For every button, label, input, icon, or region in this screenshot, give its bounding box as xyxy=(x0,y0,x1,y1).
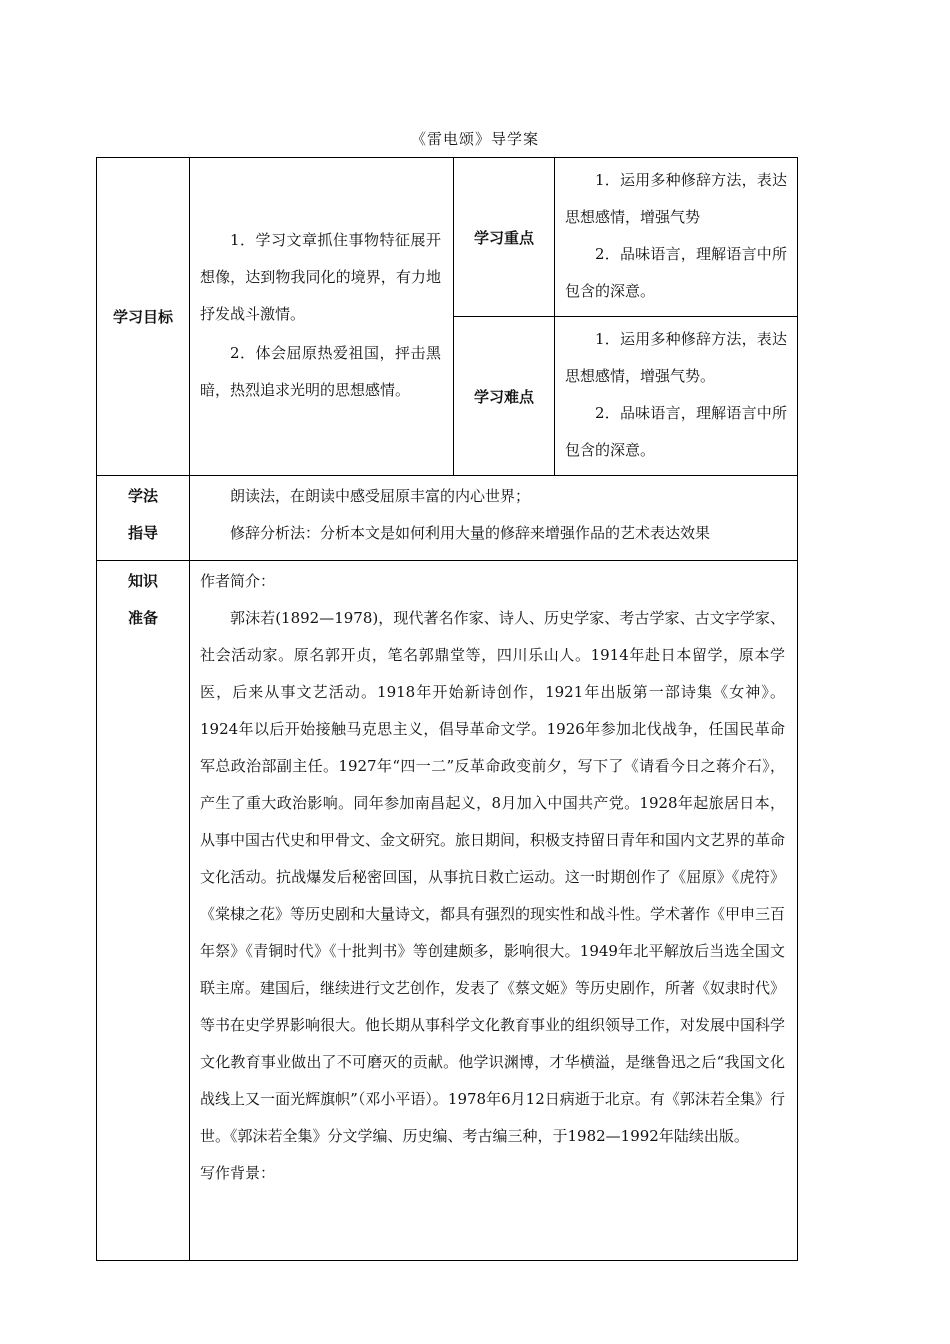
author-heading: 作者简介： xyxy=(200,572,276,590)
goal-item: 1．学习文章抓住事物特征展开想像，达到物我同化的境界，有力地抒发战斗激情。 xyxy=(200,231,441,323)
key-point-item: 2．品味语言，理解语言中所包含的深意。 xyxy=(565,245,787,300)
study-guide-table xyxy=(96,157,798,1261)
method-header xyxy=(97,476,190,561)
difficult-point-item: 1．运用多种修辞方法，表达思想感情，增强气势。 xyxy=(565,330,787,385)
difficult-points-header: 学习难点 xyxy=(454,317,555,476)
objectives-row xyxy=(97,158,798,317)
difficult-points-cell xyxy=(555,317,798,476)
method-line: 修辞分析法：分析本文是如何利用大量的修辞来增强作品的艺术表达效果 xyxy=(230,524,711,542)
key-points-header: 学习重点 xyxy=(454,158,555,317)
knowledge-row xyxy=(97,561,798,1261)
knowledge-header xyxy=(97,561,190,1261)
method-header-line: 学法 xyxy=(127,487,158,505)
goals-cell xyxy=(190,158,454,476)
knowledge-cell xyxy=(190,561,798,1261)
goal-item: 2．体会屈原热爱祖国，抨击黑暗，热烈追求光明的思想感情。 xyxy=(200,344,441,399)
author-bio: 郭沫若(1892—1978)，现代著名作家、诗人、历史学家、考古学家、古文字学家、社会活动家。原名郭开贞，笔名郭鼎堂等，四川乐山人。1914年赴日本留学，原本学医，后来从事文艺活动。1918年开始新诗创作，1921年出版第一部诗集《女神》。1924年以后开始接触马克思主义，倡导革命文学。1926年参加北伐战争，任国民革命军总政治部副主任。1927年“四一二”反革命政变前夕，写下了《请看今日之蒋介石》，产生了重大政治影响。同年参加南昌起义，8月加入中国共产党。1928年起旅居日本，从事中国古代史和甲骨文、金文研究。旅日期间，积极支持留日青年和国内文艺界的革命文化活动。抗战爆发后秘密回国，从事抗日救亡运动。这一时期创作了《屈原》《虎符》《棠棣之花》等历史剧和大量诗文，都具有强烈的现实性和战斗性。学术著作《甲申三百年祭》《青铜时代》《十批判书》等创建颇多，影响很大。1949年北平解放后当选全国文联主席。建国后，继续进行文艺创作，发表了《蔡文姬》等历史剧作，所著《奴隶时代》等书在史学界影响很大。他长期从事科学文化教育事业的组织领导工作，对发展中国科学文化教育事业做出了不可磨灭的贡献。他学识渊博，才华横溢，是继鲁迅之后“我国文化战线上又一面光辉旗帜”（邓小平语）。1978年6月12日病逝于北京。有《郭沫若全集》行世。《郭沫若全集》分文学编、历史编、考古编三种，于1982—1992年陆续出版。 xyxy=(200,609,786,1145)
method-header-line: 指导 xyxy=(127,524,158,542)
document-title: 《雷电颂》导学案 xyxy=(410,130,539,148)
method-cell xyxy=(190,476,798,561)
knowledge-header-line: 准备 xyxy=(127,609,158,627)
key-points-cell xyxy=(555,158,798,317)
method-line: 朗读法，在朗读中感受屈原丰富的内心世界； xyxy=(230,487,531,505)
key-point-item: 1．运用多种修辞方法，表达思想感情，增强气势 xyxy=(565,171,787,226)
knowledge-header-line: 知识 xyxy=(127,572,158,590)
difficult-point-item: 2．品味语言，理解语言中所包含的深意。 xyxy=(565,404,787,459)
objectives-header: 学习目标 xyxy=(97,158,190,476)
method-row xyxy=(97,476,798,561)
background-heading: 写作背景： xyxy=(200,1164,276,1182)
